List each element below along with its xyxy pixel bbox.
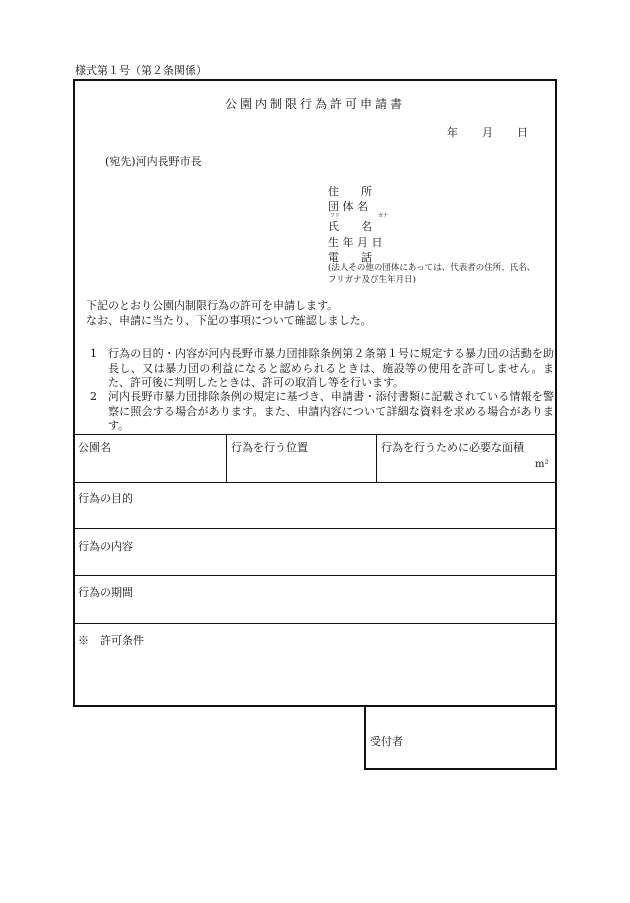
- position-field[interactable]: 行為を行う位置: [231, 441, 308, 454]
- row-divider-3: [73, 575, 557, 576]
- applicant-note: [328, 262, 554, 286]
- applicant-name-label: 氏 名: [328, 220, 372, 233]
- table-divider-1: [226, 434, 227, 482]
- applicant-address-label: 住 所: [328, 185, 372, 198]
- item-2-number: 2: [90, 390, 97, 403]
- applicant-birthdate-label: 生 年 月 日: [328, 236, 383, 249]
- conditions-field[interactable]: ※ 許可条件: [78, 634, 144, 647]
- addressee: (宛先)河内長野市長: [105, 155, 202, 168]
- table-top-border: [73, 434, 557, 435]
- date-month-label: 月: [482, 126, 493, 139]
- item-2-text: 河内長野市暴力団排除条例の規定に基づき、申請書・添付書類に記載されている情報を警察に照会する場合があります。また、申請内容について詳細な資料を求める場合があります。: [108, 390, 554, 432]
- purpose-field[interactable]: 行為の目的: [78, 492, 133, 505]
- date-day-label: 日: [517, 126, 528, 139]
- content-field[interactable]: 行為の内容: [78, 540, 133, 553]
- park-name-field[interactable]: 公園名: [78, 441, 111, 454]
- table-divider-2: [376, 434, 377, 482]
- intro-line-2: なお、申請に当たり、下記の事項について確認しました。: [86, 314, 372, 327]
- item-1-number: 1: [90, 347, 97, 360]
- intro-text: [86, 298, 546, 328]
- applicant-note-line-1: (法人その他の団体にあっては、代表者の住所、氏名、: [328, 263, 536, 273]
- date-year-label: 年: [447, 126, 458, 139]
- receiver-field[interactable]: 受付者: [370, 735, 403, 748]
- name-ruby-1: フリ: [330, 213, 340, 219]
- form-number: 様式第１号（第２条関係）: [75, 64, 207, 77]
- period-field[interactable]: 行為の期間: [78, 586, 133, 599]
- row-divider-1: [73, 482, 557, 483]
- area-field[interactable]: 行為を行うために必要な面積: [381, 441, 524, 454]
- applicant-organization-label: 団 体 名: [328, 200, 368, 213]
- row-divider-2: [73, 528, 557, 529]
- area-unit: m²: [535, 459, 549, 470]
- applicant-phone-label: 電 話: [328, 251, 372, 264]
- form-title: 公園内制限行為許可申請書: [224, 97, 405, 111]
- row-divider-4: [73, 623, 557, 624]
- intro-line-1: 下記のとおり公園内制限行為の許可を申請します。: [86, 299, 339, 312]
- name-ruby-2: ガナ: [378, 213, 389, 219]
- applicant-note-line-2: フリガナ及び生年月日): [328, 275, 416, 285]
- item-1-text: 行為の目的・内容が河内長野市暴力団排除条例第２条第１号に規定する暴力団の活動を助長し、又は暴力団の利益になると認められるときは、施設等の使用を許可しません。また、許可後に判明したときは、許可の取消し等を行います。: [108, 347, 554, 389]
